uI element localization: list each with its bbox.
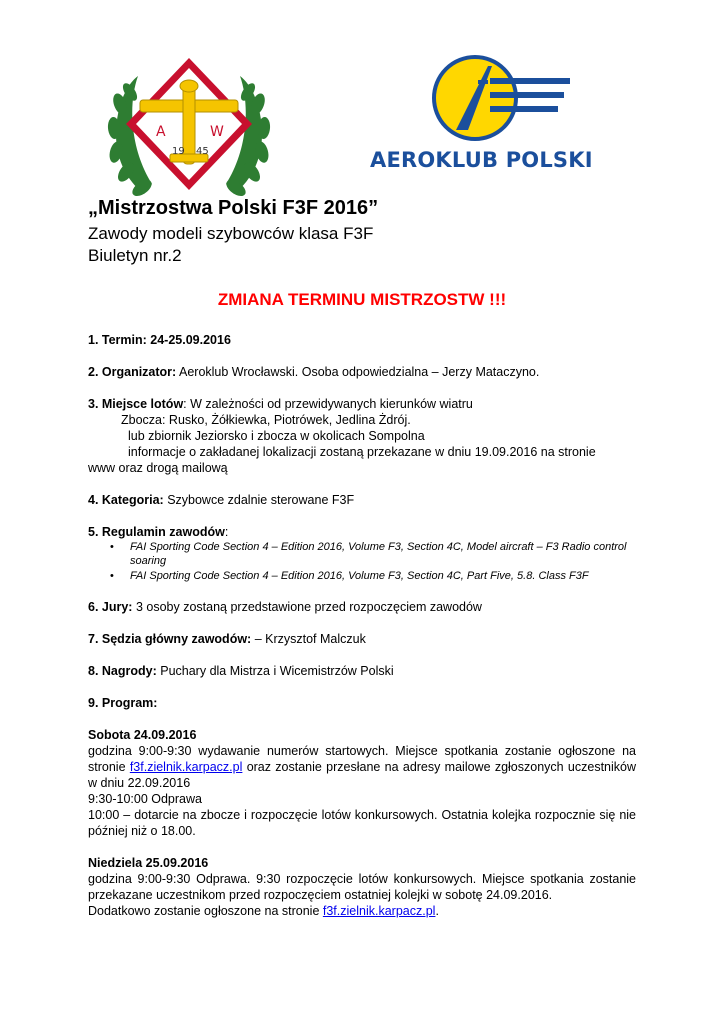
section-nagrody [88, 663, 636, 679]
miejsce-informacje: informacje o zakładanej lokalizacji zostaną przekazane w dniu 19.09.2016 na stronie [128, 445, 596, 459]
emblem-letter-w: W [210, 124, 224, 140]
emblem-year-45: 45 [196, 146, 209, 157]
section-regulamin [88, 524, 636, 583]
miejsce-label: 3. Miejsce lotów [88, 397, 184, 411]
niedziela-website-link[interactable]: f3f.zielnik.karpacz.pl [322, 904, 436, 918]
aeroklub-polski-wordmark: AEROKLUB POLSKI [370, 148, 593, 172]
bulletin-content [88, 332, 636, 935]
sobota-website-link[interactable]: f3f.zielnik.karpacz.pl [129, 760, 243, 774]
section-program [88, 695, 636, 711]
sobota-heading: Sobota 24.09.2016 [88, 728, 197, 742]
document-subtitle: Zawody modeli szybowców klasa F3F [88, 224, 374, 243]
aeroklub-polski-logo [360, 52, 592, 182]
document-title: „Mistrzostwa Polski F3F 2016” [88, 197, 379, 219]
organizator-text: Aeroklub Wrocławski. Osoba odpowiedzialna – Jerzy Mataczyno. [176, 365, 540, 379]
program-niedziela [88, 855, 636, 919]
regulamin-item: • FAI Sporting Code Section 4 – Edition 2016, Volume F3, Section 4C, Model aircraft – F3 Radio control soaring [130, 540, 636, 568]
date-change-alert: ZMIANA TERMINU MISTRZOSTW !!! [217, 290, 507, 309]
kategoria-text: Szybowce zdalnie sterowane F3F [163, 493, 355, 507]
sobota-text-cont: oraz zostanie przesłane na adresy mailowe zgłoszonych uczestników w dniu 22.09.2016 [88, 760, 637, 790]
sobota-paragraph-2: 9:30-10:00 Odprawa [88, 792, 202, 806]
nagrody-text: Puchary dla Mistrza i Wicemistrzów Polski [156, 664, 394, 678]
section-kategoria [88, 492, 636, 508]
niedziela-paragraph-2 [88, 903, 636, 919]
jury-text: 3 osoby zostaną przedstawione przed rozpoczęciem zawodów [132, 600, 482, 614]
miejsce-text: : W zależności od przewidywanych kierunków wiatru [183, 397, 473, 411]
section-jury [88, 599, 636, 615]
sobota-paragraph-3: 10:00 – dotarcie na zbocze i rozpoczęcie lotów konkursowych. Ostatnia kolejka rozpocznie się nie później niż o 18.00. [88, 808, 636, 838]
program-label: 9. Program: [88, 696, 158, 710]
emblem-letter-a: A [156, 124, 166, 140]
nagrody-label: 8. Nagrody: [88, 664, 157, 678]
aeroklub-wroclawski-logo [104, 54, 274, 214]
regulamin-colon: : [224, 525, 229, 539]
section-termin [88, 332, 636, 348]
sobota-text: godzina 9:00-9:30 wydawanie numerów startowych. Miejsce spotkania zostanie ogłoszone na stronie [88, 744, 636, 774]
regulamin-list [88, 540, 636, 583]
sobota-paragraph-1 [88, 743, 636, 791]
document-title-block [88, 196, 378, 267]
section-sedzia [88, 631, 636, 647]
termin-label: 1. Termin: 24-25.09.2016 [88, 333, 231, 347]
program-sobota [88, 727, 636, 839]
niedziela-heading: Niedziela 25.09.2016 [88, 856, 209, 870]
sedzia-text: – Krzysztof Malczuk [251, 632, 366, 646]
organizator-label: 2. Organizator: [88, 365, 177, 379]
section-organizator [88, 364, 636, 380]
miejsce-zbocza: Zbocza: Rusko, Żółkiewka, Piotrówek, Jedlina Żdrój. [121, 413, 411, 427]
section-miejsce [88, 396, 636, 476]
miejsce-zbiornik: lub zbiornik Jeziorsko i zbocza w okolicach Sompolna [128, 429, 425, 443]
bulletin-number: Biuletyn nr.2 [88, 246, 182, 265]
miejsce-informacje-cont: www oraz drogą mailową [88, 461, 228, 475]
aeroklub-polski-emblem [360, 52, 592, 147]
regulamin-item: • FAI Sporting Code Section 4 – Edition 2016, Volume F3, Section 4C, Part Five, 5.8. Class F3F [130, 569, 636, 583]
sedzia-label: 7. Sędzia główny zawodów: [88, 632, 252, 646]
niedziela-text: Dodatkowo zostanie ogłoszone na stronie [88, 904, 323, 918]
niedziela-paragraph-1: godzina 9:00-9:30 Odprawa. 9:30 rozpoczęcie lotów konkursowych. Miejsce spotkania zostanie przekazane uczestnikom przed rozpoczęciem ostatniej kolejki w sobotę 24.09.2016. [88, 872, 636, 902]
emblem-graphic [104, 54, 274, 214]
regulamin-label: 5. Regulamin zawodów [88, 525, 225, 539]
kategoria-label: 4. Kategoria: [88, 493, 164, 507]
jury-label: 6. Jury: [88, 600, 133, 614]
niedziela-text-end: . [435, 904, 439, 918]
emblem-year-19: 19 [172, 146, 185, 157]
